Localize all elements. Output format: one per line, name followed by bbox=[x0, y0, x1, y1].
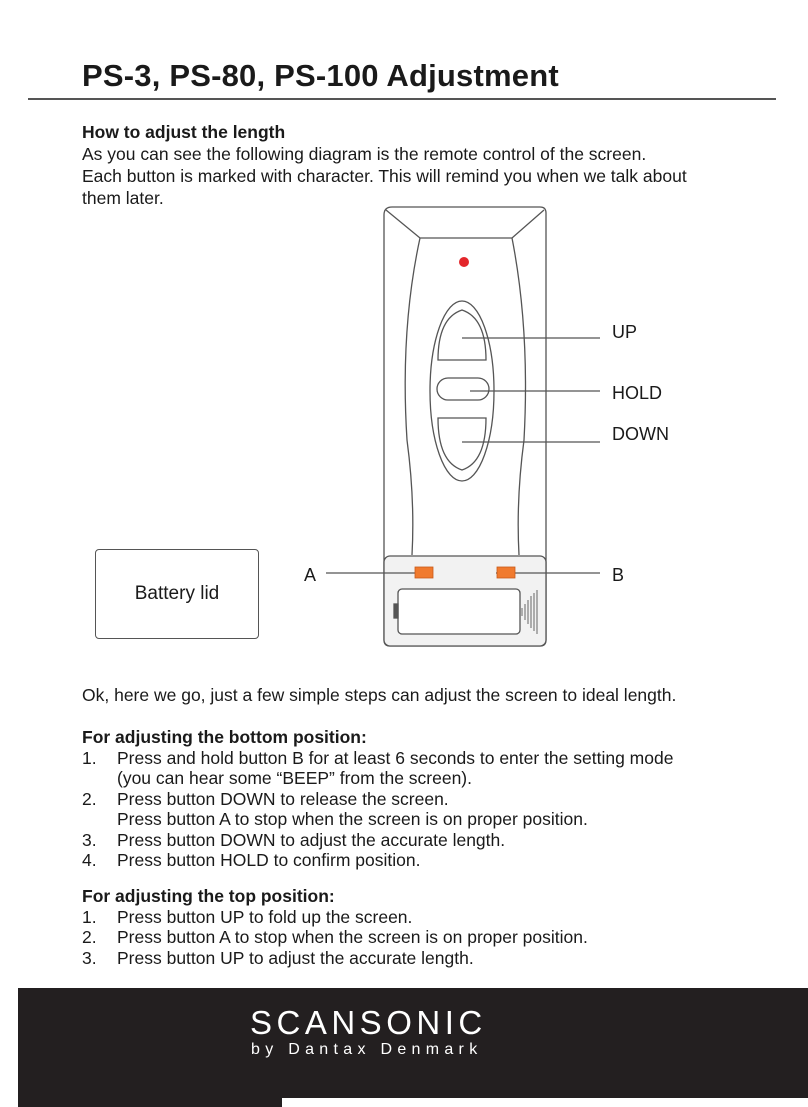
intro-heading: How to adjust the length bbox=[82, 122, 286, 142]
battery-lid-label: Battery lid bbox=[134, 583, 220, 604]
intro-block bbox=[82, 121, 762, 209]
list-item: 2. Press button DOWN to release the screen. Press button A to stop when the screen is on proper position. bbox=[82, 788, 588, 829]
list-item: 1. Press button UP to fold up the screen. bbox=[82, 906, 413, 927]
led-indicator bbox=[459, 257, 469, 267]
battery-lid bbox=[95, 549, 259, 639]
label-down: DOWN bbox=[612, 424, 669, 444]
intro-line: As you can see the following diagram is the remote control of the screen. bbox=[82, 144, 647, 164]
page-title: PS-3, PS-80, PS-100 Adjustment bbox=[82, 58, 559, 93]
intro-line: Each button is marked with character. This will remind you when we talk about bbox=[82, 166, 687, 186]
hold-button bbox=[437, 378, 489, 400]
battery bbox=[398, 589, 520, 634]
list-item: 1. Press and hold button B for at least 6 seconds to enter the setting mode (you can hear some “BEEP” from the screen). bbox=[82, 747, 674, 788]
label-hold: HOLD bbox=[612, 383, 663, 403]
label-b: B bbox=[612, 565, 625, 585]
list-item: 3. Press button DOWN to adjust the accurate length. bbox=[82, 829, 506, 850]
label-up: UP bbox=[612, 322, 638, 342]
title-divider bbox=[28, 98, 776, 100]
intro-line: them later. bbox=[82, 188, 164, 208]
footer-notch bbox=[282, 1098, 808, 1107]
section-heading: For adjusting the bottom position: bbox=[82, 727, 367, 747]
section-heading: For adjusting the top position: bbox=[82, 886, 335, 906]
list-item: 3. Press button UP to adjust the accurate length. bbox=[82, 947, 474, 968]
brand-logo: SCANSONIC bbox=[250, 1004, 487, 1041]
bottom-position-section bbox=[82, 727, 782, 871]
list-item: 2. Press button A to stop when the screen is on proper position. bbox=[82, 927, 588, 947]
steps-intro: Ok, here we go, just a few simple steps can adjust the screen to ideal length. bbox=[82, 685, 677, 705]
brand-tagline: by Dantax Denmark bbox=[251, 1041, 483, 1058]
switch-b bbox=[497, 567, 515, 578]
top-position-section bbox=[82, 886, 782, 968]
list-item: 4. Press button HOLD to confirm position. bbox=[82, 850, 421, 870]
label-a: A bbox=[304, 565, 317, 585]
switch-a bbox=[415, 567, 433, 578]
